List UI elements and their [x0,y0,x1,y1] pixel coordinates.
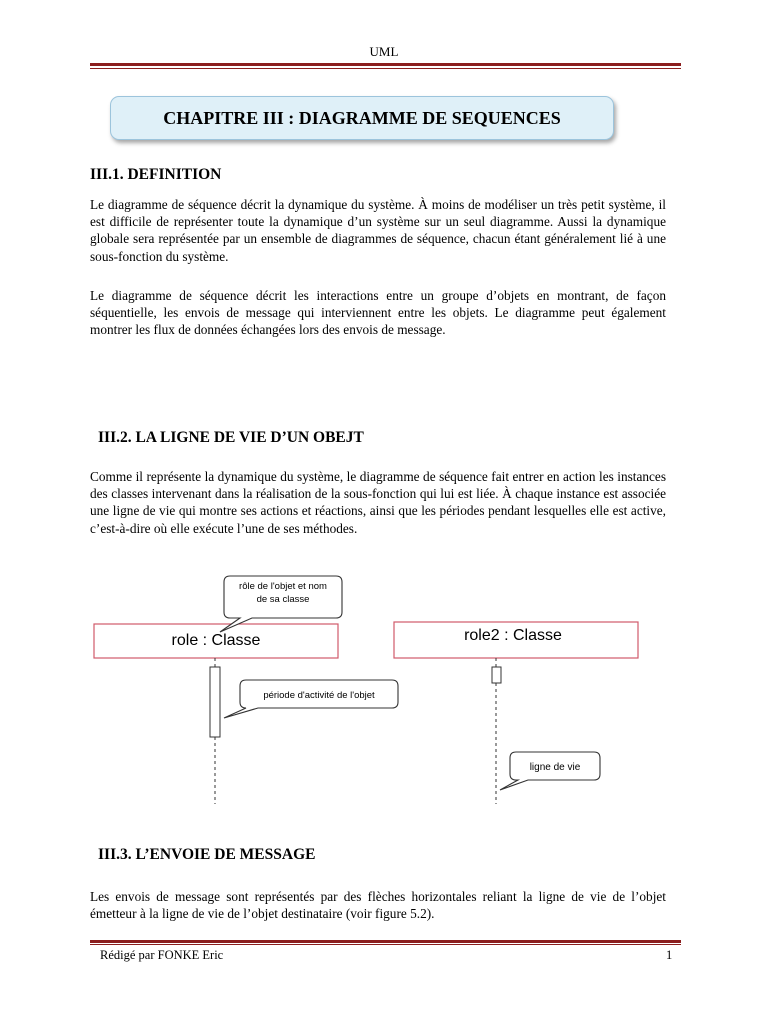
callout-role-line-2: de sa classe [256,594,310,605]
object-label-role: role : Classe [171,632,261,650]
definition-paragraph-2: Le diagramme de séquence décrit les interactions entre un groupe d’objets en montrant, de façon séquentielle, les envois de message qui interviennent entre les objets. Le diagramme peut également montrer les flux de données échangées lors des envois de message. [90,288,666,338]
section-heading-lifeline: III.2. LA LIGNE DE VIE D’UN OBEJT [98,429,364,446]
section-heading-message: III.3. L’ENVOIE DE MESSAGE [98,846,316,863]
callout-role-line-1: rôle de l'objet et nom [239,581,327,592]
footer-rule-thin [90,944,681,945]
footer-rule-thick [90,940,681,943]
lifeline-paragraph: Comme il représente la dynamique du système, le diagramme de séquence fait entrer en action les instances des classes intervenant dans la réalisation de la sous-fonction qui lui est liée. À chaque instance est associée une ligne de vie qui montre ses actions et réactions, ainsi que les périodes pendant lesquelles elle est active, c’est-à-dire où elle exécute l’une de ses méthodes. [90,469,666,536]
footer-author: Rédigé par FONKE Eric [100,948,224,962]
callout-activity-period [224,680,398,718]
callout-lifeline-text: ligne de vie [529,762,581,773]
activation-bar-role [210,667,220,737]
callout-activity-text: période d'activité de l'objet [263,690,375,701]
chapter-title-box [110,96,614,140]
sequence-diagram-figure [90,572,680,808]
chapter-title: CHAPITRE III : DIAGRAMME DE SEQUENCES [163,107,561,128]
object-label-role2: role2 : Classe [464,627,562,645]
page-header-title: UML [369,44,399,59]
callout-lifeline [500,752,600,790]
footer-page-number: 1 [666,948,673,962]
activation-bar-role2 [492,667,501,683]
message-paragraph: Les envois de message sont représentés par des flèches horizontales reliant la ligne de vie de l’objet émetteur à la ligne de vie de l’objet destinataire (voir figure 5.2). [90,889,666,922]
header-rule-thin [90,68,681,69]
section-heading-definition: III.1. DEFINITION [90,166,222,183]
header-rule-thick [90,63,681,66]
definition-paragraph-1: Le diagramme de séquence décrit la dynamique du système. À moins de modéliser un très petit système, il est difficile de représenter toute la dynamique d’un système sur un seul diagramme. Aussi la dynamique globale sera représentée par un ensemble de diagrammes de séquence, chacun étant généralement lié à une sous-fonction du système. [90,197,666,264]
